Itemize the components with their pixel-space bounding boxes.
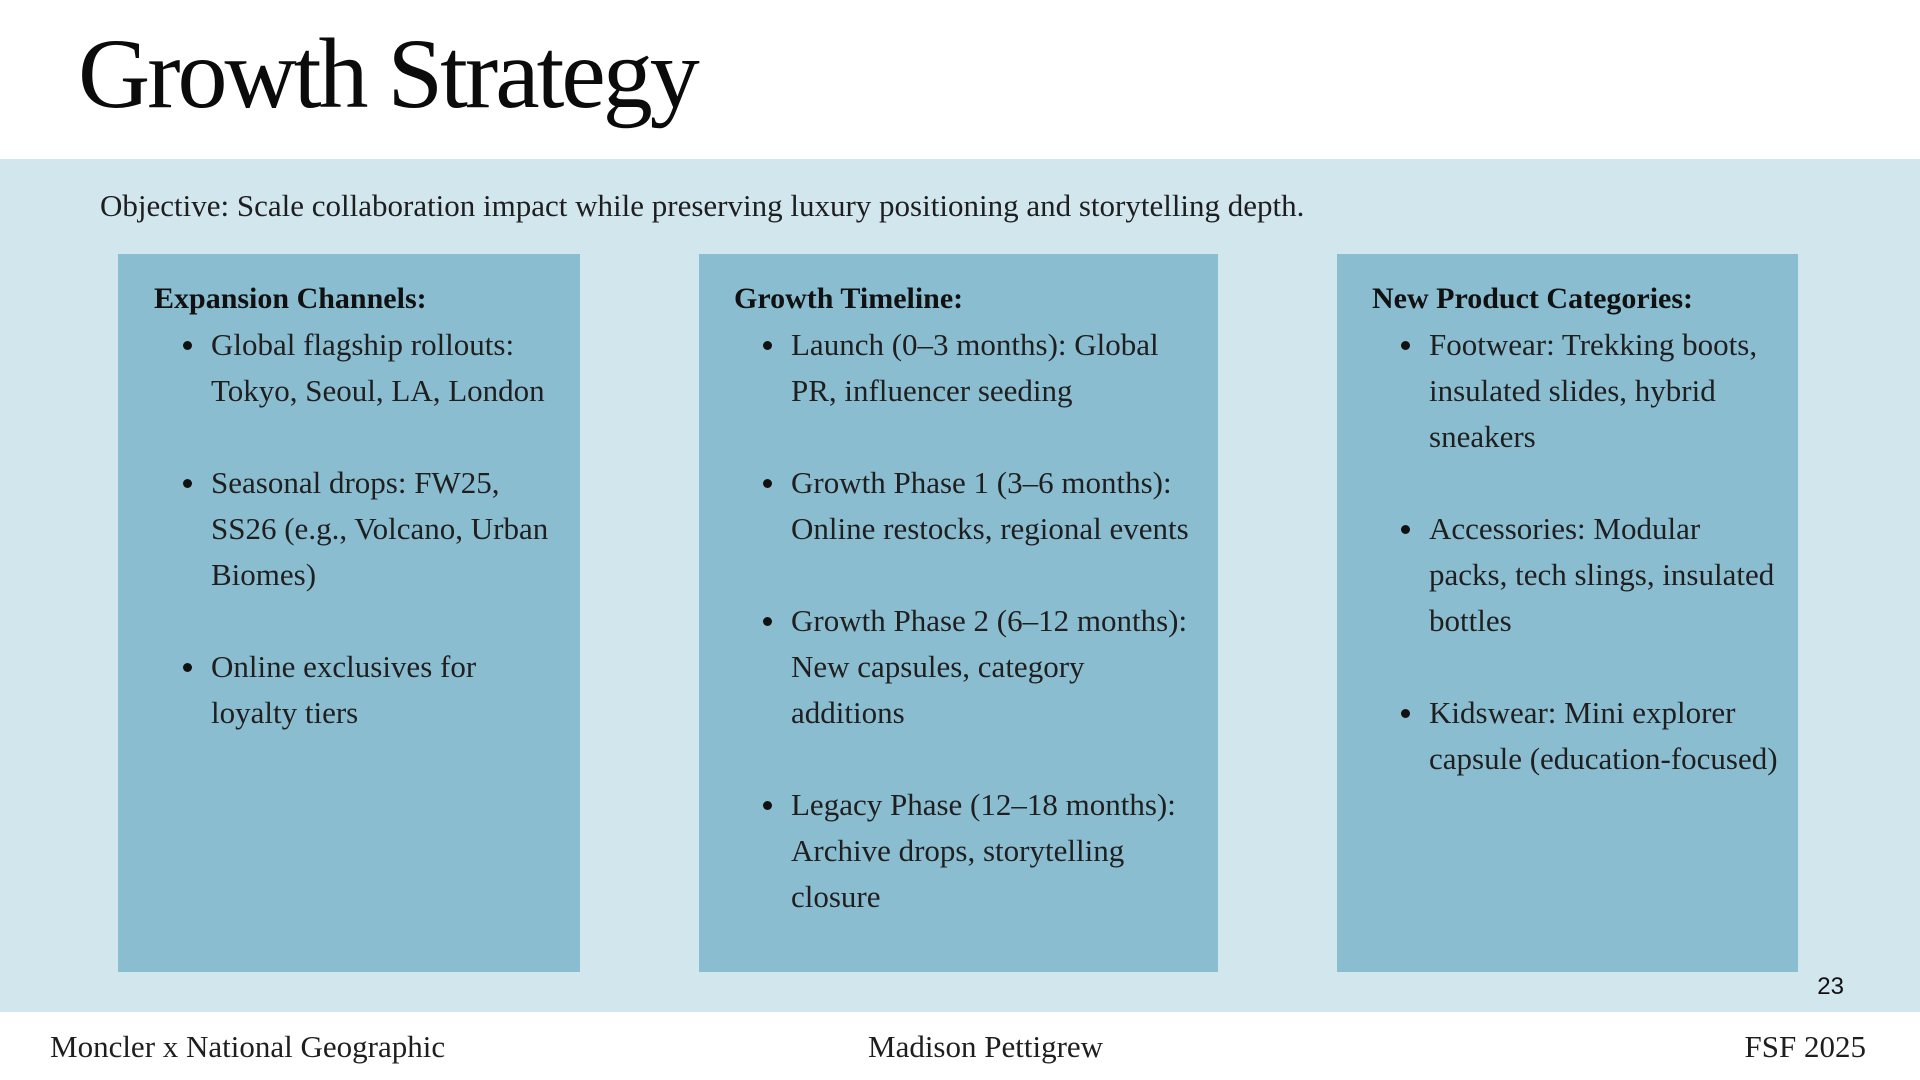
panel-new-product-categories: [1337, 254, 1798, 972]
bullet-icon: [1401, 525, 1410, 534]
bullet-icon: [183, 341, 192, 350]
footer-event: FSF 2025: [1744, 1029, 1866, 1064]
bullet-icon: [183, 479, 192, 488]
bullet-icon: [763, 479, 772, 488]
objective-text: Objective: Scale collaboration impact while preserving luxury positioning and storytelling depth.: [100, 188, 1305, 223]
list-item: [154, 460, 560, 598]
list-item: [1372, 506, 1778, 644]
bullet-icon: [1401, 341, 1410, 350]
footer-author: Madison Pettigrew: [868, 1029, 1104, 1064]
bullet-icon: [763, 341, 772, 350]
list-item: [734, 460, 1198, 552]
bullet-icon: [1401, 709, 1410, 718]
panel-heading: Expansion Channels:: [154, 282, 427, 315]
list-item: [734, 322, 1198, 414]
panel-growth-timeline: [699, 254, 1218, 972]
bullet-icon: [763, 617, 772, 626]
list-item-text: Global flagship rollouts: Tokyo, Seoul, LA, London: [211, 327, 545, 408]
panel-expansion-channels: [118, 254, 580, 972]
bullet-list: [1372, 322, 1778, 782]
list-item-text: Launch (0–3 months): Global PR, influencer seeding: [791, 327, 1159, 408]
list-item: [154, 644, 560, 736]
slide-title: Growth Strategy: [78, 18, 697, 129]
bullet-icon: [763, 801, 772, 810]
page-number: 23: [1817, 973, 1844, 1000]
footer-project-title: Moncler x National Geographic: [50, 1029, 446, 1064]
list-item-text: Online exclusives for loyalty tiers: [211, 649, 477, 730]
list-item: [1372, 322, 1778, 460]
list-item: [1372, 690, 1778, 782]
list-item-text: Footwear: Trekking boots, insulated slides, hybrid sneakers: [1429, 327, 1758, 454]
list-item-text: Growth Phase 2 (6–12 months): New capsules, category additions: [791, 603, 1188, 730]
panel-heading: Growth Timeline:: [734, 282, 964, 315]
bullet-list: [734, 322, 1198, 920]
bullet-list: [154, 322, 560, 736]
list-item-text: Accessories: Modular packs, tech slings, insulated bottles: [1429, 511, 1775, 638]
list-item: [734, 782, 1198, 920]
list-item-text: Kidswear: Mini explorer capsule (education-focused): [1429, 695, 1778, 776]
list-item-text: Seasonal drops: FW25, SS26 (e.g., Volcano, Urban Biomes): [211, 465, 549, 592]
panel-heading: New Product Categories:: [1372, 282, 1694, 315]
list-item-text: Legacy Phase (12–18 months): Archive drops, storytelling closure: [791, 787, 1176, 914]
list-item: [154, 322, 560, 414]
bullet-icon: [183, 663, 192, 672]
list-item: [734, 598, 1198, 736]
list-item-text: Growth Phase 1 (3–6 months): Online restocks, regional events: [791, 465, 1189, 546]
